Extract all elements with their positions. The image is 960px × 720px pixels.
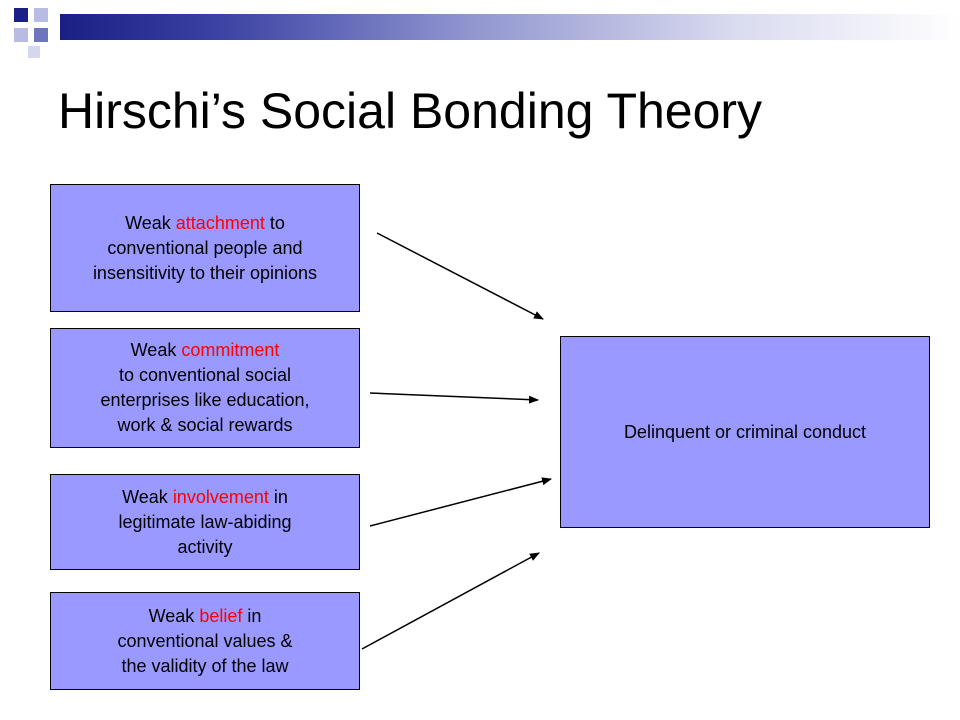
cause-text-line: conventional people and	[107, 237, 303, 258]
keyword-attachment: attachment	[175, 212, 265, 233]
slide-title: Hirschi’s Social Bonding Theory	[58, 83, 763, 139]
cause-text-line: conventional values &	[117, 630, 293, 651]
cause-text-line: work & social rewards	[117, 415, 293, 435]
arrow-involvement	[370, 479, 551, 526]
cause-heading: Weak commitment	[130, 340, 280, 360]
cause-text-line: legitimate law-abiding	[118, 511, 292, 532]
arrow-commitment	[370, 393, 538, 400]
cause-heading: Weak involvement in	[122, 486, 288, 507]
cause-text-line: the validity of the law	[121, 655, 289, 676]
keyword-belief: belief	[199, 605, 243, 626]
keyword-involvement: involvement	[172, 486, 269, 507]
arrow-attachment	[377, 233, 543, 319]
keyword-commitment: commitment	[181, 340, 280, 360]
cause-text-line: activity	[177, 536, 233, 557]
outcome-label: Delinquent or criminal conduct	[623, 421, 867, 442]
arrow-belief	[362, 553, 539, 649]
cause-heading: Weak belief in	[148, 605, 262, 626]
cause-text-line: enterprises like education,	[100, 390, 310, 410]
cause-text-line: to conventional social	[118, 365, 292, 385]
cause-heading: Weak attachment to	[125, 212, 285, 233]
cause-text-line: insensitivity to their opinions	[92, 262, 318, 283]
